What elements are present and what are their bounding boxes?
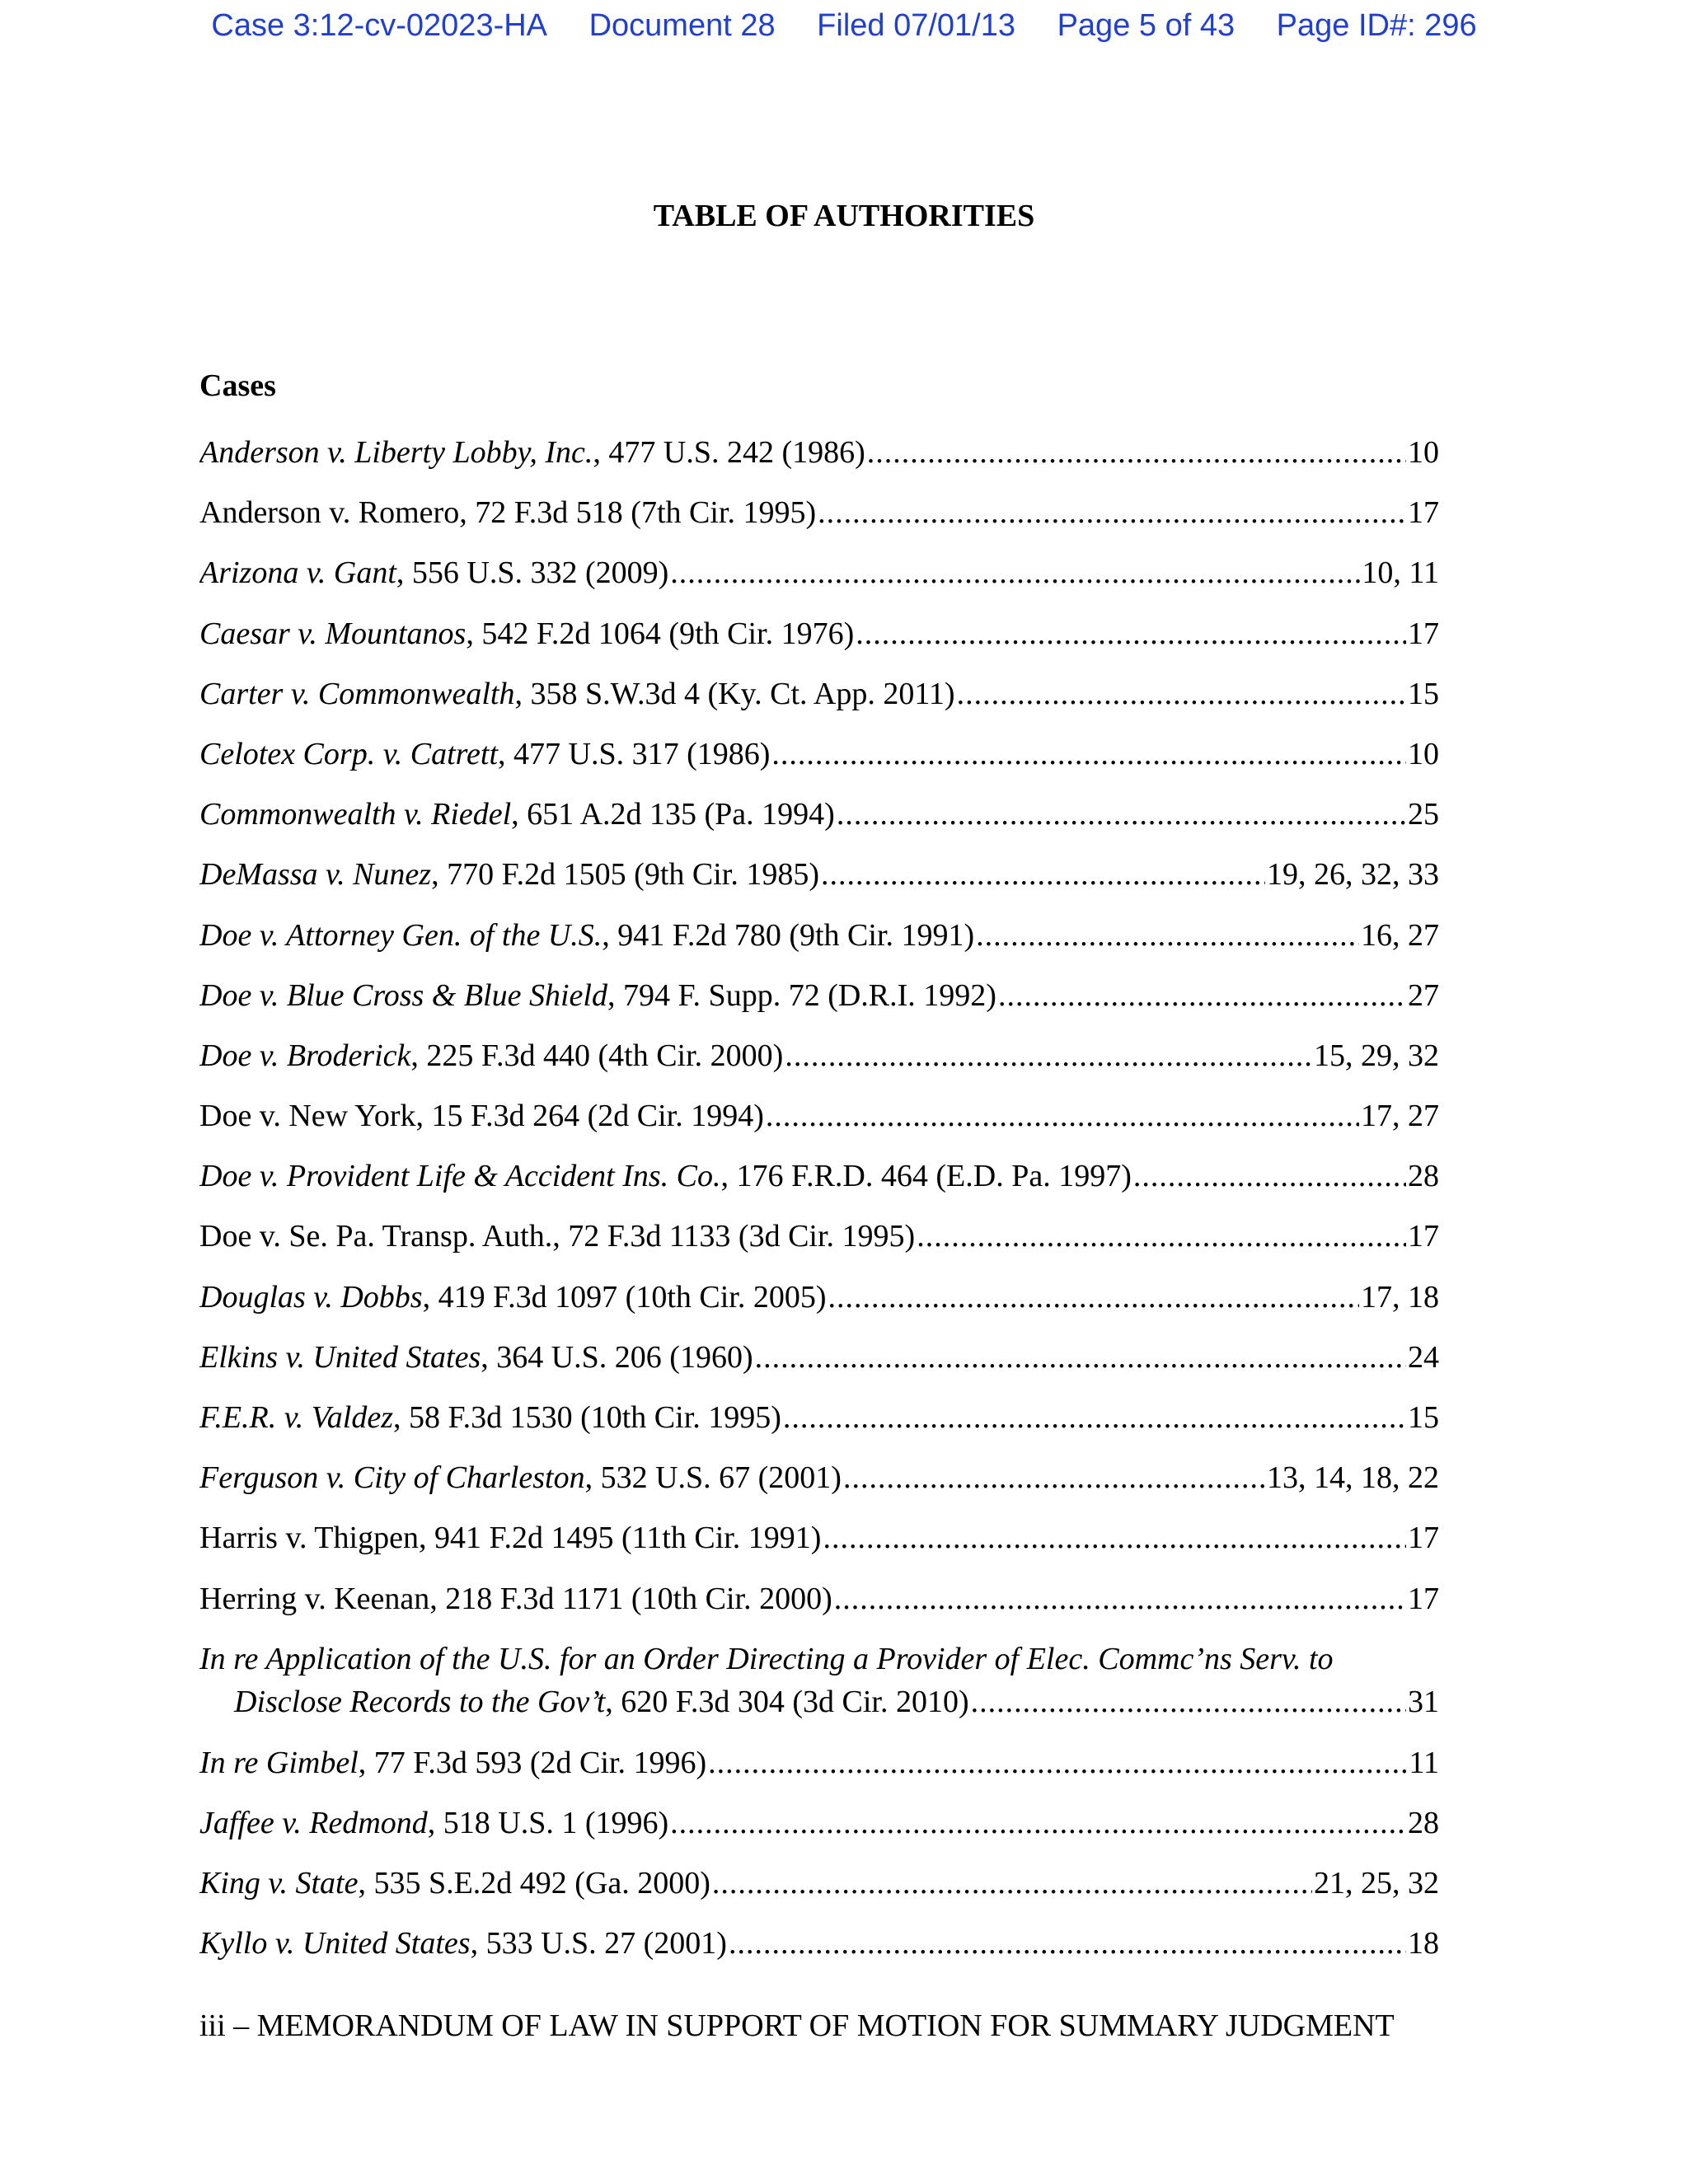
dot-leader — [708, 1745, 1407, 1781]
case-name: Anderson v. Romero — [199, 495, 460, 531]
case-citation: , 477 U.S. 242 (1986) — [593, 435, 865, 470]
toc-entry — [199, 917, 1439, 977]
case-name: Commonwealth v. Riedel — [199, 797, 512, 832]
page-references: 31 — [1408, 1684, 1439, 1719]
dot-leader — [834, 1581, 1406, 1617]
page-references: 10, 11 — [1362, 555, 1439, 591]
toc-entry — [199, 1641, 1439, 1745]
toc-entry — [199, 1581, 1439, 1641]
page-references: 17 — [1408, 1581, 1439, 1616]
dot-leader — [828, 1279, 1360, 1315]
toc-entry — [199, 676, 1439, 736]
dot-leader — [712, 1865, 1312, 1901]
case-citation: , 532 U.S. 67 (2001) — [584, 1460, 842, 1496]
dot-leader — [785, 1038, 1312, 1074]
page-references: 18 — [1408, 1926, 1439, 1961]
case-name: Celotex Corp. v. Catrett — [199, 736, 499, 771]
case-name: Doe v. Attorney Gen. of the U.S. — [199, 917, 603, 953]
page-title: TABLE OF AUTHORITIES — [653, 199, 1035, 233]
dot-leader — [998, 977, 1406, 1014]
case-citation: , 358 S.W.3d 4 (Ky. Ct. App. 2011) — [514, 676, 955, 711]
dot-leader — [821, 856, 1265, 893]
page-references: 17, 27 — [1361, 1099, 1439, 1134]
toc-entry — [199, 796, 1439, 856]
toc-entry — [199, 1805, 1439, 1865]
case-name: Elkins v. United States — [199, 1339, 481, 1375]
toc-entry — [199, 736, 1439, 796]
case-name: Arizona v. Gant — [199, 555, 396, 591]
toc-entry — [199, 1460, 1439, 1520]
case-name: F.E.R. v. Valdez — [199, 1400, 393, 1435]
case-name: Douglas v. Dobbs — [199, 1279, 423, 1315]
document-number: Document 28 — [588, 8, 776, 43]
case-name: Anderson v. Liberty Lobby, Inc. — [199, 435, 593, 470]
case-name: King v. State — [199, 1866, 359, 1901]
case-citation: , 72 F.3d 1133 (3d Cir. 1995) — [552, 1219, 916, 1254]
dot-leader — [729, 1925, 1406, 1961]
case-name: Doe v. Blue Cross & Blue Shield — [199, 977, 607, 1013]
table-of-authorities — [199, 434, 1439, 1986]
toc-entry — [199, 434, 1439, 494]
case-citation: , 794 F. Supp. 72 (D.R.I. 1992) — [607, 977, 996, 1013]
dot-leader — [976, 917, 1359, 954]
case-citation: , 225 F.3d 440 (4th Cir. 2000) — [410, 1038, 784, 1073]
toc-entry — [199, 555, 1439, 615]
page-references: 27 — [1408, 977, 1439, 1013]
page-references: 19, 26, 32, 33 — [1267, 857, 1439, 893]
dot-leader — [843, 1460, 1265, 1496]
case-citation: , 419 F.3d 1097 (10th Cir. 2005) — [422, 1279, 827, 1315]
case-citation: , 477 U.S. 317 (1986) — [498, 736, 771, 771]
case-name: Jaffee v. Redmond — [199, 1805, 428, 1840]
case-citation: , 556 U.S. 332 (2009) — [396, 555, 669, 591]
page-references: 17, 18 — [1361, 1279, 1439, 1315]
section-heading: Cases — [199, 368, 276, 403]
case-citation: , 218 F.3d 1171 (10th Cir. 2000) — [429, 1581, 832, 1616]
page-references: 10 — [1408, 736, 1439, 771]
toc-entry — [199, 1745, 1439, 1805]
case-citation: , 518 U.S. 1 (1996) — [427, 1805, 669, 1840]
page-references: 15 — [1408, 676, 1439, 711]
page-references: 17 — [1408, 495, 1439, 531]
page-references: 25 — [1408, 797, 1439, 832]
dot-leader — [867, 434, 1406, 471]
case-citation: , 176 F.R.D. 464 (E.D. Pa. 1997) — [720, 1159, 1132, 1194]
ecf-header — [0, 8, 1688, 44]
dot-leader — [766, 1098, 1359, 1134]
toc-entry — [199, 856, 1439, 916]
case-citation: , 941 F.2d 1495 (11th Cir. 1991) — [418, 1521, 822, 1556]
case-citation: , 620 F.3d 304 (3d Cir. 2010) — [605, 1684, 969, 1719]
toc-entry — [199, 1925, 1439, 1985]
dot-leader — [1133, 1158, 1406, 1194]
toc-entry — [199, 1218, 1439, 1278]
case-citation: , 364 U.S. 206 (1960) — [481, 1339, 753, 1375]
page-references: 16, 27 — [1361, 917, 1439, 953]
case-name: Harris v. Thigpen — [199, 1521, 419, 1556]
page-references: 28 — [1408, 1805, 1439, 1840]
case-citation: , 651 A.2d 135 (Pa. 1994) — [511, 797, 835, 832]
page-references: 15 — [1408, 1400, 1439, 1435]
dot-leader — [783, 1399, 1406, 1436]
case-citation: , 77 F.3d 593 (2d Cir. 1996) — [358, 1745, 707, 1780]
case-citation: , 542 F.2d 1064 (9th Cir. 1976) — [466, 616, 855, 651]
page-references: 28 — [1408, 1159, 1439, 1194]
case-name: In re Application of the U.S. for an Order Directing a Provider of Elec. Commc’ns Serv. to — [199, 1641, 1334, 1676]
toc-entry — [199, 1098, 1439, 1158]
case-name: Herring v. Keenan — [199, 1581, 430, 1616]
page-references: 10 — [1408, 435, 1439, 470]
dot-leader — [670, 1805, 1406, 1841]
case-citation: , 72 F.3d 518 (7th Cir. 1995) — [459, 495, 817, 531]
page-id: Page ID#: 296 — [1276, 8, 1477, 43]
case-name: DeMassa v. Nunez — [199, 857, 432, 893]
page-references: 15, 29, 32 — [1314, 1038, 1439, 1073]
case-name: Caesar v. Mountanos — [199, 616, 467, 651]
case-name: Doe v. New York — [199, 1099, 416, 1134]
case-name: In re Gimbel — [199, 1745, 359, 1780]
case-number: Case 3:12-cv-02023-HA — [211, 8, 548, 43]
dot-leader — [823, 1520, 1406, 1556]
case-name: Carter v. Commonwealth — [199, 676, 515, 711]
page-references: 13, 14, 18, 22 — [1267, 1460, 1439, 1496]
case-citation: , 15 F.3d 264 (2d Cir. 1994) — [415, 1099, 764, 1134]
toc-entry — [199, 494, 1439, 555]
page-count: Page 5 of 43 — [1057, 8, 1236, 43]
toc-entry — [199, 1158, 1439, 1218]
case-name: Doe v. Se. Pa. Transp. Auth. — [199, 1219, 553, 1254]
page-references: 17 — [1408, 616, 1439, 651]
case-name-continued: Disclose Records to the Gov’t — [234, 1684, 606, 1719]
case-name: Doe v. Broderick — [199, 1038, 411, 1073]
page-references: 17 — [1408, 1219, 1439, 1254]
toc-entry — [199, 1279, 1439, 1339]
dot-leader — [670, 555, 1360, 591]
case-citation: , 58 F.3d 1530 (10th Cir. 1995) — [393, 1400, 781, 1435]
dot-leader — [818, 494, 1406, 531]
case-name: Ferguson v. City of Charleston — [199, 1460, 585, 1496]
toc-entry — [199, 1520, 1439, 1580]
page-references: 17 — [1408, 1521, 1439, 1556]
dot-leader — [957, 676, 1406, 712]
toc-entry — [199, 1339, 1439, 1399]
case-citation: , 533 U.S. 27 (2001) — [470, 1926, 727, 1961]
case-citation: , 941 F.2d 780 (9th Cir. 1991) — [602, 917, 975, 953]
dot-leader — [856, 616, 1406, 652]
case-name: Doe v. Provident Life & Accident Ins. Co. — [199, 1159, 721, 1194]
page-footer: iii – MEMORANDUM OF LAW IN SUPPORT OF MOTION FOR SUMMARY JUDGMENT — [199, 2008, 1395, 2043]
toc-entry — [199, 616, 1439, 676]
dot-leader — [971, 1684, 1406, 1720]
page-references: 24 — [1408, 1339, 1439, 1375]
page-references: 11 — [1409, 1745, 1439, 1780]
dot-leader — [755, 1339, 1406, 1376]
dot-leader — [837, 796, 1406, 832]
dot-leader — [917, 1218, 1406, 1254]
case-citation: , 535 S.E.2d 492 (Ga. 2000) — [358, 1866, 710, 1901]
toc-entry — [199, 1399, 1439, 1460]
page-references: 21, 25, 32 — [1314, 1866, 1439, 1901]
toc-entry — [199, 1038, 1439, 1098]
toc-entry — [199, 977, 1439, 1038]
case-name: Kyllo v. United States — [199, 1926, 471, 1961]
filed-date: Filed 07/01/13 — [817, 8, 1016, 43]
dot-leader — [771, 736, 1406, 772]
toc-entry — [199, 1865, 1439, 1925]
case-citation: , 770 F.2d 1505 (9th Cir. 1985) — [431, 857, 820, 893]
